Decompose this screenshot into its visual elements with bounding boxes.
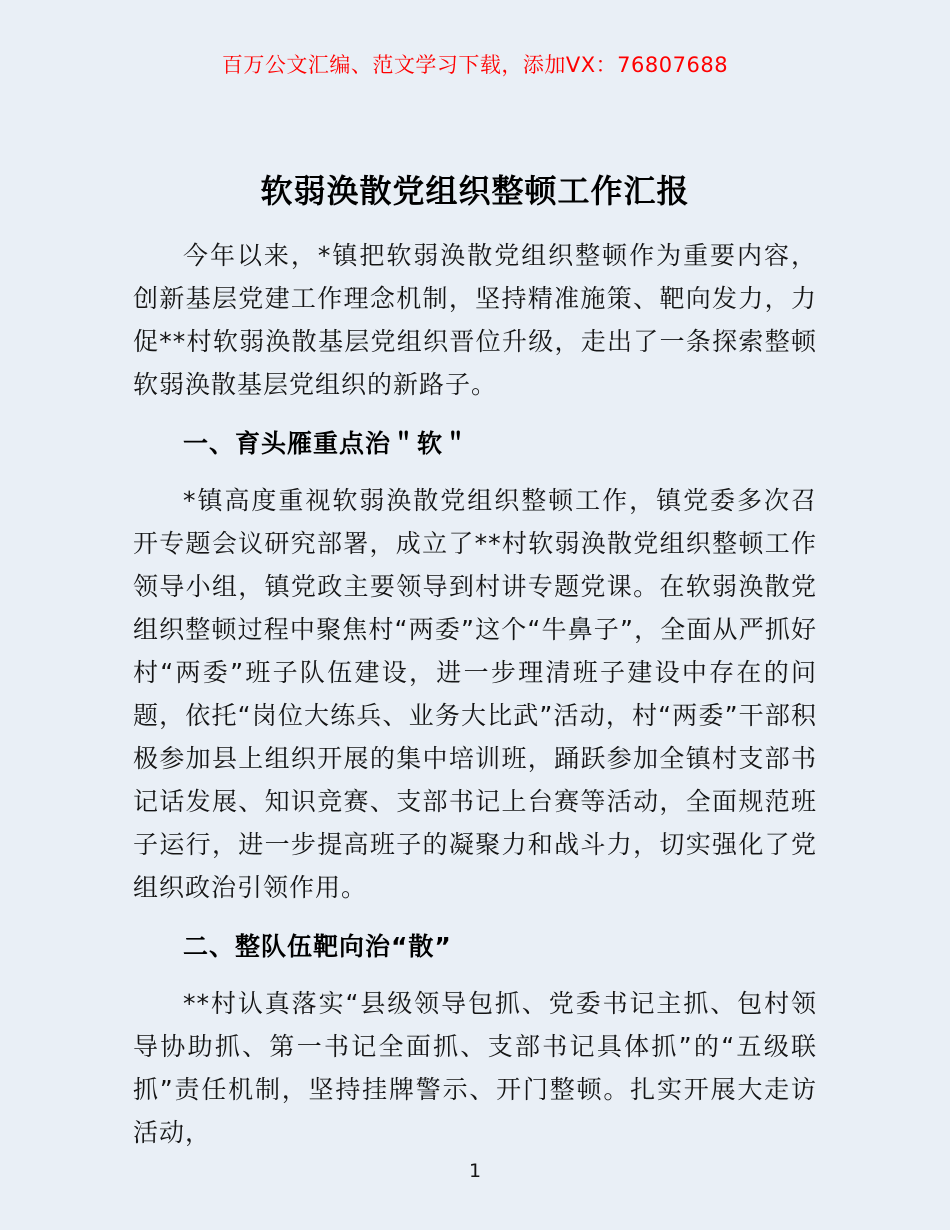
page-number: 1 [468,1160,482,1182]
paragraph-intro: 今年以来，*镇把软弱涣散党组织整顿作为重要内容，创新基层党建工作理念机制，坚持精准施策、靶向发力，力促**村软弱涣散基层党组织晋位升级，走出了一条探索整顿软弱涣散基层党组织的新路子。 [133,241,817,399]
header-notice: 百万公文汇编、范文学习下载，添加VX：76807688 [221,53,729,77]
document-title: 软弱涣散党组织整顿工作汇报 [260,172,690,210]
section-heading-1: 一、育头雁重点治＂软＂ [183,429,470,458]
paragraph-section-1: *镇高度重视软弱涣散党组织整顿工作，镇党委多次召开专题会议研究部署，成立了**村软弱涣散党组织整顿工作领导小组，镇党政主要领导到村讲专题党课。在软弱涣散党组织整顿过程中聚焦村“两委”这个“牛鼻子”，全面从严抓好村“两委”班子队伍建设，进一步理清班子建设中存在的问题，依托“岗位大练兵、业务大比武”活动，村“两委”干部积极参加县上组织开展的集中培训班，踊跃参加全镇村支部书记话发展、知识竞赛、支部书记上台赛等活动，全面规范班子运行，进一步提高班子的凝聚力和战斗力，切实强化了党组织政治引领作用。 [133,486,817,902]
paragraph-section-2: **村认真落实“县级领导包抓、党委书记主抓、包村领导协助抓、第一书记全面抓、支部书记具体抓”的“五级联抓”责任机制，坚持挂牌警示、开门整顿。扎实开展大走访活动， [133,989,817,1147]
section-heading-2: 二、整队伍靶向治“散” [183,932,452,961]
